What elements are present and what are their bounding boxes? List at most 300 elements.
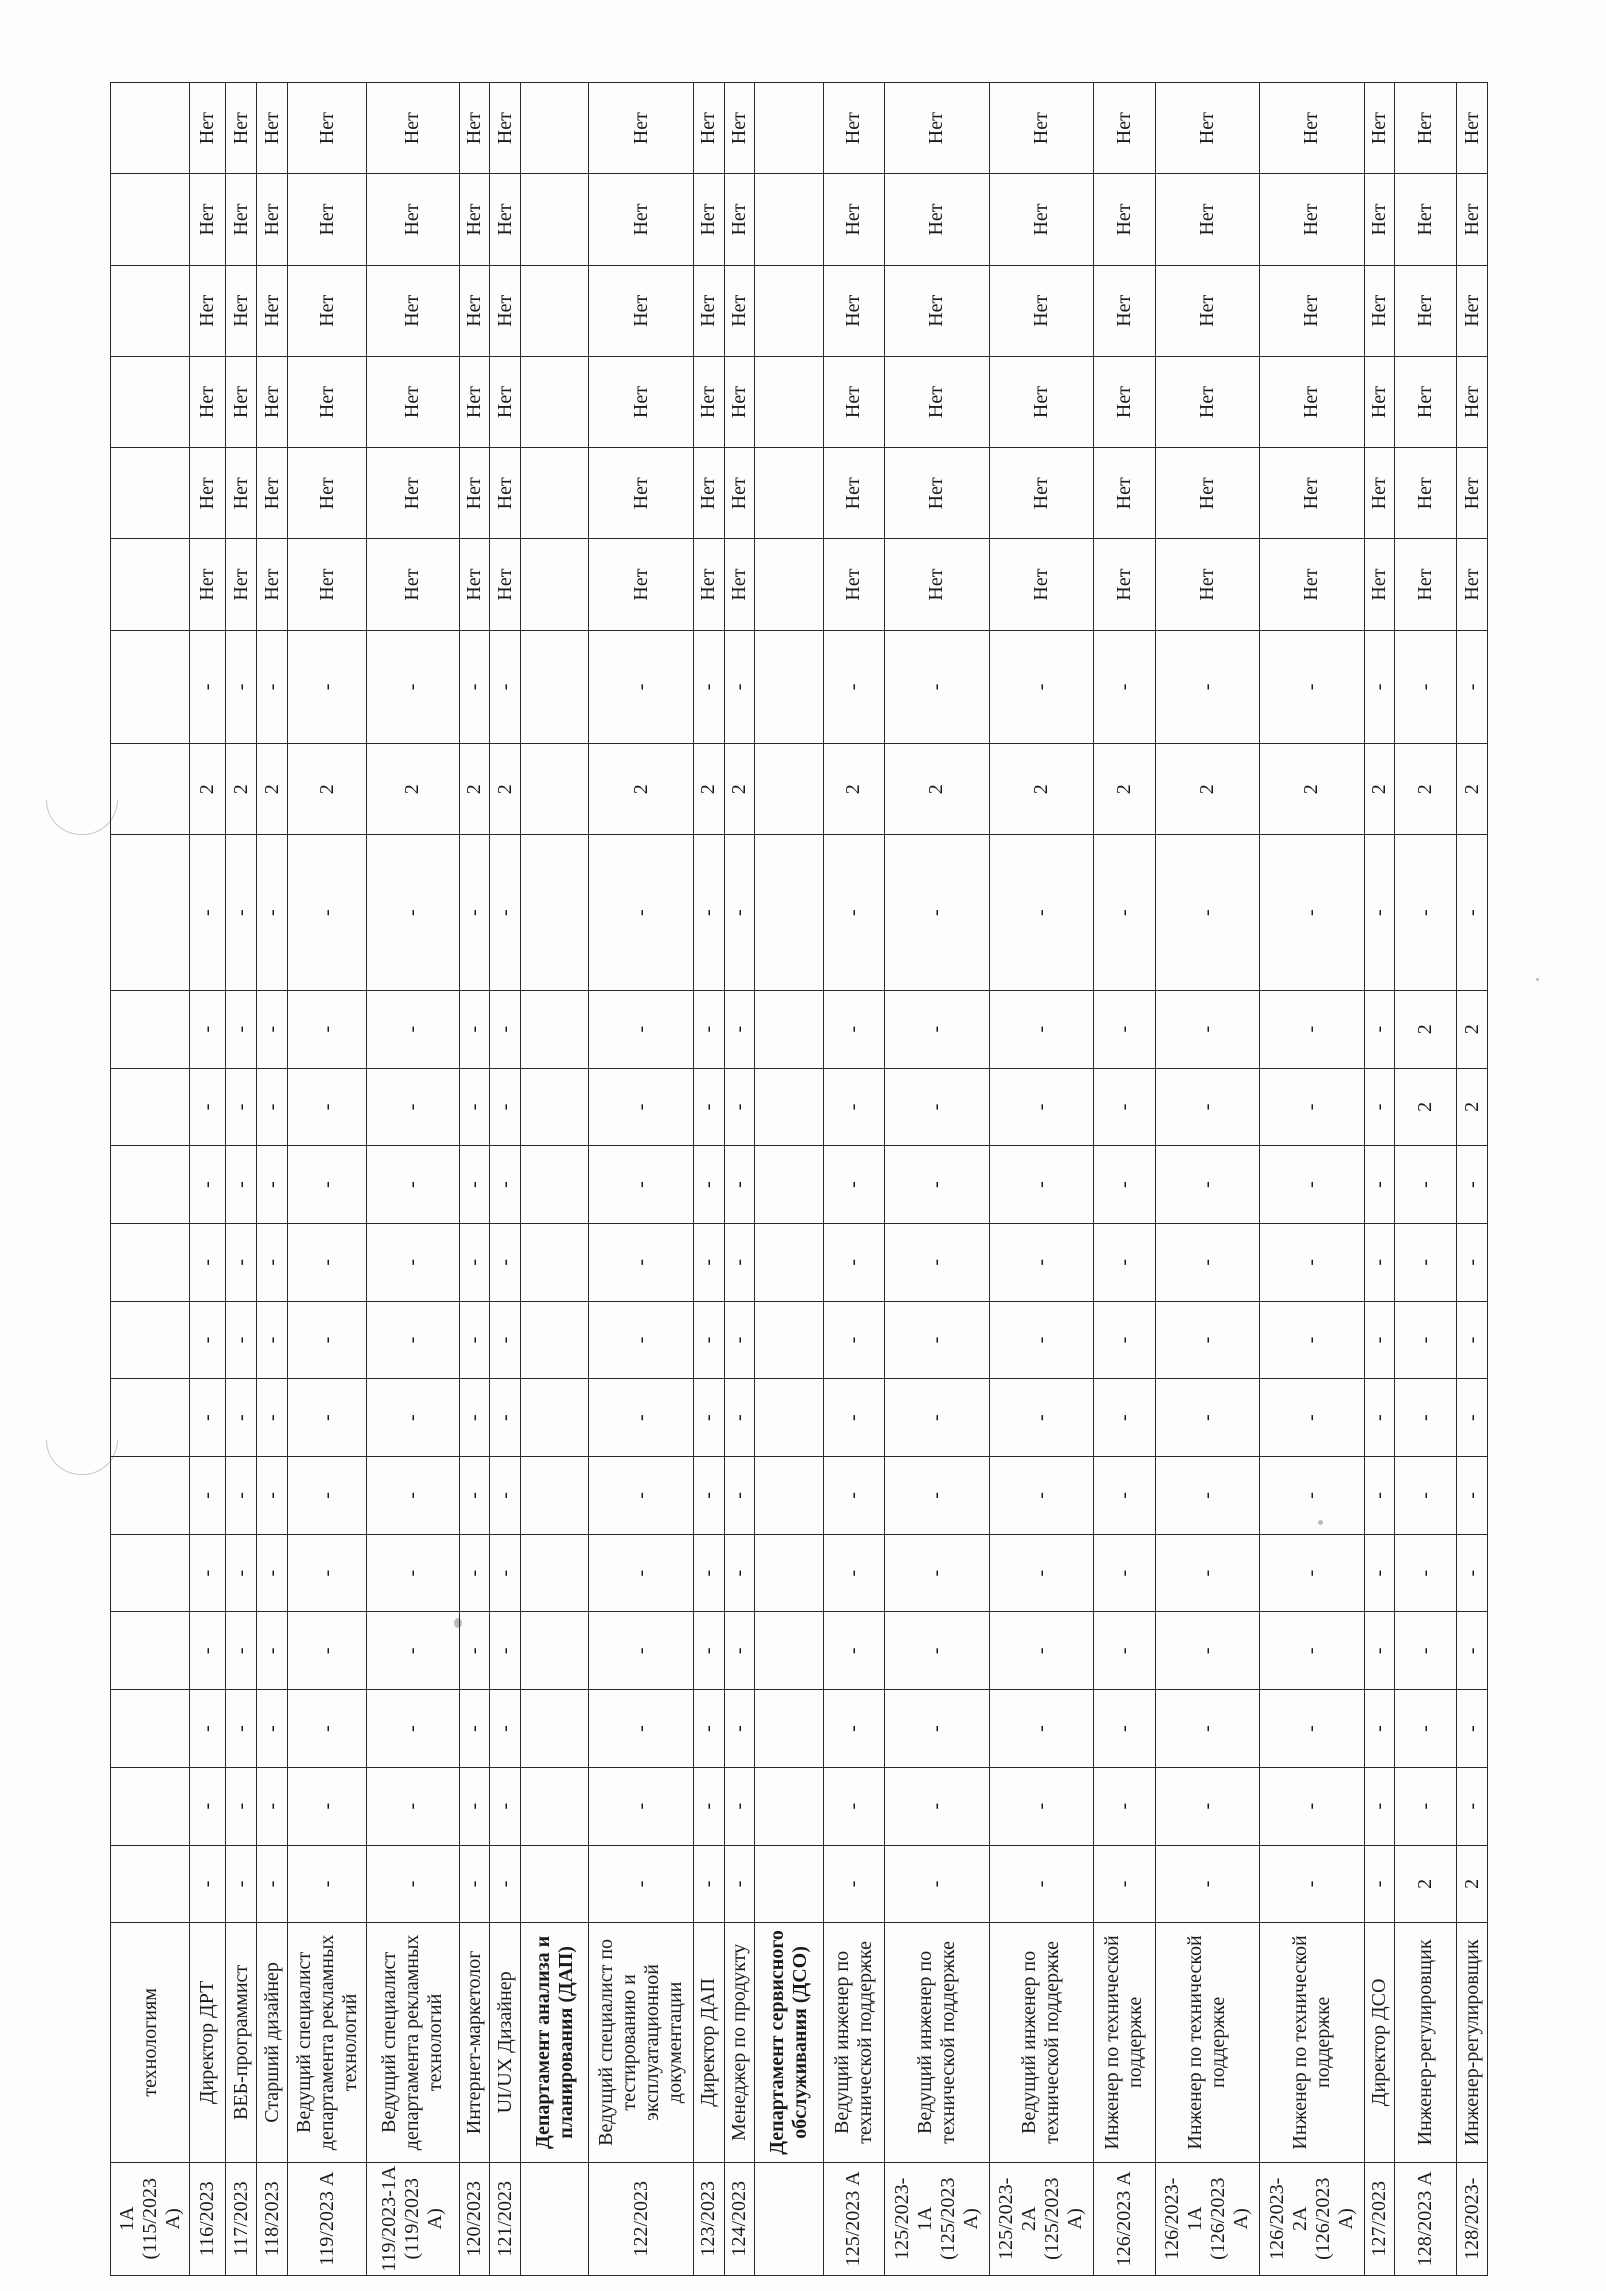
value-cell [111,1457,190,1535]
value-cell [755,83,823,174]
workplace-code-cell: 126/2023-2А (126/2023 А) [1260,2162,1364,2275]
value-cell: - [693,1146,724,1224]
value-cell: - [288,1690,367,1768]
value-cell: - [693,630,724,743]
position-name-cell: Ведущий специалист департамента рекламных технологий [367,1923,459,2162]
value-cell: Нет [1260,356,1364,447]
value-cell [755,448,823,539]
value-cell: - [823,1457,885,1535]
value-cell: - [367,835,459,990]
value-cell [755,744,823,835]
workplace-code-cell: 120/2023 [459,2162,490,2275]
value-cell: - [1260,1845,1364,1923]
table-row [693,83,724,2276]
value-cell: - [190,1612,226,1690]
value-cell [111,630,190,743]
value-cell: Нет [490,356,521,447]
value-cell: - [589,1379,693,1457]
value-cell: - [724,1690,755,1768]
value-cell: - [589,1690,693,1768]
value-cell: Нет [989,265,1093,356]
value-cell [111,990,190,1068]
value-cell [111,744,190,835]
department-header-row [755,83,823,2276]
value-cell: - [823,1379,885,1457]
value-cell: Нет [989,539,1093,630]
value-cell: Нет [1457,83,1488,174]
table-row [589,83,693,2276]
workplace-code-cell: 125/2023-1А (125/2023 А) [885,2162,989,2275]
value-cell: Нет [589,448,693,539]
value-cell: Нет [288,539,367,630]
value-cell: 2 [885,744,989,835]
value-cell: - [257,1457,288,1535]
value-cell: - [490,1068,521,1146]
value-cell: - [989,1379,1093,1457]
value-cell [755,630,823,743]
value-cell: - [885,1146,989,1224]
value-cell: - [1155,990,1259,1068]
value-cell: - [823,1767,885,1845]
value-cell: - [490,990,521,1068]
value-cell [521,1457,589,1535]
value-cell: - [226,1767,257,1845]
value-cell: Нет [989,356,1093,447]
value-cell: - [367,1534,459,1612]
value-cell: - [1457,1767,1488,1845]
value-cell: Нет [724,356,755,447]
value-cell: Нет [1364,265,1395,356]
value-cell: - [1094,990,1156,1068]
value-cell: - [693,835,724,990]
position-name-cell: Директор ДСО [1364,1923,1395,2162]
position-name-cell: Директор ДРТ [190,1923,226,2162]
workplace-assessment-table [110,82,1488,2276]
value-cell: - [1364,1379,1395,1457]
value-cell: Нет [1457,265,1488,356]
workplace-code-cell: 119/2023-1А (119/2023 А) [367,2162,459,2275]
value-cell: 2 [1094,744,1156,835]
value-cell: - [257,1767,288,1845]
value-cell: Нет [1155,174,1259,265]
table-row [1395,83,1457,2276]
workplace-code-cell: 127/2023 [1364,2162,1395,2275]
value-cell: - [257,835,288,990]
value-cell: - [367,1068,459,1146]
value-cell: Нет [823,83,885,174]
value-cell: 2 [693,744,724,835]
workplace-code-cell: 128/2023- [1457,2162,1488,2275]
value-cell: - [190,1534,226,1612]
value-cell [755,1767,823,1845]
value-cell: Нет [1457,356,1488,447]
value-cell [755,1223,823,1301]
value-cell [111,835,190,990]
value-cell: - [257,990,288,1068]
value-cell: Нет [226,356,257,447]
value-cell: - [226,1457,257,1535]
position-name-cell: Директор ДАП [693,1923,724,2162]
table-row [989,83,1093,2276]
value-cell: - [288,1301,367,1379]
value-cell: - [1457,835,1488,990]
value-cell: Нет [589,83,693,174]
value-cell: - [190,1068,226,1146]
value-cell [755,1457,823,1535]
department-header-row [521,83,589,2276]
value-cell: - [1395,1379,1457,1457]
value-cell: - [226,835,257,990]
value-cell: - [589,1845,693,1923]
value-cell: Нет [1094,448,1156,539]
value-cell: - [490,1146,521,1224]
value-cell: - [1155,1457,1259,1535]
value-cell: Нет [1457,539,1488,630]
value-cell: Нет [226,174,257,265]
value-cell: - [190,990,226,1068]
value-cell: - [1364,1534,1395,1612]
value-cell: - [724,1612,755,1690]
value-cell [521,1612,589,1690]
workplace-code-cell: 123/2023 [693,2162,724,2275]
value-cell [755,835,823,990]
value-cell: - [190,1457,226,1535]
value-cell: - [1155,1146,1259,1224]
table-row [1260,83,1364,2276]
value-cell: Нет [367,539,459,630]
value-cell: Нет [190,356,226,447]
value-cell: - [989,1767,1093,1845]
value-cell: - [1364,990,1395,1068]
value-cell: - [885,1457,989,1535]
value-cell: Нет [1364,539,1395,630]
value-cell: - [1395,1223,1457,1301]
table-row [1094,83,1156,2276]
value-cell: 2 [1395,1068,1457,1146]
value-cell: - [288,835,367,990]
value-cell: - [693,1845,724,1923]
value-cell: Нет [1260,174,1364,265]
value-cell: - [693,1223,724,1301]
value-cell [755,1301,823,1379]
value-cell: - [257,1534,288,1612]
value-cell: - [1260,1301,1364,1379]
table-row [1457,83,1488,2276]
value-cell: - [226,1068,257,1146]
value-cell: - [459,1301,490,1379]
value-cell: - [490,1457,521,1535]
value-cell: - [1155,1379,1259,1457]
value-cell: - [190,1690,226,1768]
value-cell: Нет [459,83,490,174]
value-cell [521,83,589,174]
workplace-code-cell: 119/2023 А [288,2162,367,2275]
value-cell: - [1155,1690,1259,1768]
value-cell: - [823,1612,885,1690]
value-cell: - [1457,1379,1488,1457]
value-cell: - [1395,835,1457,990]
value-cell [111,1068,190,1146]
table-row [288,83,367,2276]
value-cell: Нет [693,83,724,174]
value-cell: - [1364,1690,1395,1768]
value-cell: Нет [1260,448,1364,539]
value-cell: Нет [257,83,288,174]
value-cell: - [226,1301,257,1379]
value-cell [755,1845,823,1923]
workplace-code-cell: 125/2023-2А (125/2023 А) [989,2162,1093,2275]
value-cell: - [367,630,459,743]
value-cell [111,1223,190,1301]
value-cell: 2 [1260,744,1364,835]
value-cell [755,174,823,265]
value-cell: - [1155,1223,1259,1301]
value-cell: Нет [1395,83,1457,174]
value-cell: - [724,1146,755,1224]
value-cell [521,1534,589,1612]
value-cell [755,1534,823,1612]
value-cell [111,1146,190,1224]
value-cell: Нет [490,83,521,174]
value-cell: 2 [1457,1845,1488,1923]
value-cell: Нет [1155,448,1259,539]
value-cell: - [989,1457,1093,1535]
value-cell: - [589,1223,693,1301]
value-cell: - [589,1534,693,1612]
value-cell [111,356,190,447]
value-cell [755,265,823,356]
value-cell [111,539,190,630]
value-cell: Нет [1155,356,1259,447]
value-cell: - [1364,1612,1395,1690]
value-cell: - [693,1068,724,1146]
value-cell: - [190,1767,226,1845]
value-cell: Нет [459,265,490,356]
value-cell: Нет [693,356,724,447]
position-name-cell: Ведущий специалист по тестированию и эксплуатационной документации [589,1923,693,2162]
value-cell: Нет [1094,265,1156,356]
value-cell [521,174,589,265]
value-cell: - [459,835,490,990]
workplace-code-cell: 1А (115/2023 А) [111,2162,190,2275]
value-cell: - [1364,1223,1395,1301]
value-cell: 2 [589,744,693,835]
value-cell: - [1260,1534,1364,1612]
value-cell: - [257,1301,288,1379]
value-cell: Нет [367,265,459,356]
value-cell: Нет [885,174,989,265]
value-cell: Нет [226,539,257,630]
table-row [190,83,226,2276]
value-cell [111,1767,190,1845]
position-name-cell: Ведущий инженер по технической поддержке [989,1923,1093,2162]
value-cell: - [257,1690,288,1768]
value-cell: - [989,1612,1093,1690]
value-cell [521,835,589,990]
value-cell: Нет [459,448,490,539]
value-cell: 2 [724,744,755,835]
value-cell: - [257,1845,288,1923]
value-cell: - [257,1223,288,1301]
value-cell: Нет [1260,265,1364,356]
value-cell: Нет [190,265,226,356]
value-cell [755,1146,823,1224]
value-cell: 2 [1155,744,1259,835]
value-cell: 2 [459,744,490,835]
value-cell: Нет [367,356,459,447]
value-cell: - [1260,1690,1364,1768]
position-name-cell: ВЕБ-программист [226,1923,257,2162]
value-cell: - [226,1223,257,1301]
value-cell: Нет [823,539,885,630]
value-cell: - [226,1845,257,1923]
workplace-code-cell: 122/2023 [589,2162,693,2275]
value-cell: - [1094,1690,1156,1768]
value-cell: Нет [226,83,257,174]
value-cell: 2 [989,744,1093,835]
value-cell: - [1364,835,1395,990]
value-cell: - [257,1146,288,1224]
value-cell: - [490,1612,521,1690]
value-cell: Нет [1260,539,1364,630]
value-cell: - [226,1379,257,1457]
value-cell: - [1260,1767,1364,1845]
value-cell: 2 [1457,744,1488,835]
value-cell: - [693,1301,724,1379]
value-cell: Нет [257,448,288,539]
value-cell: - [724,1457,755,1535]
position-name-cell: технологиям [111,1923,190,2162]
value-cell: Нет [226,265,257,356]
position-name-cell: Ведущий специалист департамента рекламных технологий [288,1923,367,2162]
punch-hole-mark [46,800,118,835]
value-cell: Нет [1155,83,1259,174]
value-cell: Нет [1155,265,1259,356]
workplace-code-cell: 124/2023 [724,2162,755,2275]
value-cell: Нет [589,174,693,265]
value-cell: - [257,1612,288,1690]
value-cell: - [1260,835,1364,990]
value-cell: - [989,835,1093,990]
value-cell: - [885,1301,989,1379]
value-cell [111,448,190,539]
value-cell: Нет [693,265,724,356]
value-cell: - [288,1534,367,1612]
value-cell [755,1379,823,1457]
value-cell: - [190,1379,226,1457]
value-cell: Нет [367,83,459,174]
value-cell: - [459,630,490,743]
value-cell: - [1094,1068,1156,1146]
value-cell: Нет [490,539,521,630]
table-row [1155,83,1259,2276]
value-cell: - [724,835,755,990]
value-cell: Нет [823,265,885,356]
value-cell: - [1155,1068,1259,1146]
value-cell: Нет [190,539,226,630]
value-cell: Нет [724,265,755,356]
scan-speck [1536,978,1539,981]
workplace-code-cell: 125/2023 А [823,2162,885,2275]
value-cell: - [367,1301,459,1379]
department-name-cell: Департамент анализа и планирования (ДАП) [521,1923,589,2162]
value-cell: - [459,1223,490,1301]
value-cell: 2 [190,744,226,835]
value-cell: - [1364,1068,1395,1146]
value-cell: Нет [1094,539,1156,630]
value-cell [521,1690,589,1768]
value-cell: - [288,1068,367,1146]
value-cell: - [459,1457,490,1535]
value-cell: - [190,835,226,990]
value-cell [111,1379,190,1457]
value-cell: Нет [1395,539,1457,630]
value-cell: - [823,630,885,743]
value-cell: - [693,1690,724,1768]
value-cell: Нет [1260,83,1364,174]
value-cell: - [885,1534,989,1612]
value-cell: - [989,990,1093,1068]
value-cell [111,174,190,265]
value-cell: - [589,990,693,1068]
value-cell: - [989,1845,1093,1923]
value-cell: Нет [1395,356,1457,447]
value-cell: Нет [989,83,1093,174]
value-cell [755,1690,823,1768]
value-cell: - [1260,990,1364,1068]
value-cell: Нет [823,356,885,447]
value-cell: Нет [989,174,1093,265]
value-cell: - [1094,630,1156,743]
value-cell: Нет [724,83,755,174]
value-cell: Нет [490,174,521,265]
position-name-cell: Инженер-регулировщик [1395,1923,1457,2162]
value-cell: - [1395,1612,1457,1690]
value-cell: - [490,1767,521,1845]
value-cell: - [724,1534,755,1612]
value-cell: Нет [257,174,288,265]
value-cell: - [1260,1612,1364,1690]
value-cell: - [1260,1068,1364,1146]
value-cell: - [724,1767,755,1845]
value-cell: - [823,1690,885,1768]
value-cell: Нет [257,356,288,447]
value-cell: - [693,1612,724,1690]
value-cell: - [693,1379,724,1457]
value-cell: Нет [1364,174,1395,265]
value-cell: - [989,1146,1093,1224]
position-name-cell: Инженер-регулировщик [1457,1923,1488,2162]
value-cell: - [1094,1612,1156,1690]
value-cell: Нет [288,356,367,447]
value-cell: - [490,1223,521,1301]
table-row [885,83,989,2276]
value-cell: - [1094,1223,1156,1301]
value-cell: - [724,1845,755,1923]
value-cell: Нет [885,356,989,447]
table-row [823,83,885,2276]
value-cell: 2 [367,744,459,835]
value-cell: - [1094,1845,1156,1923]
value-cell: Нет [1094,356,1156,447]
value-cell: - [823,835,885,990]
value-cell: - [1364,1146,1395,1224]
value-cell: - [1155,1534,1259,1612]
value-cell: Нет [1094,174,1156,265]
value-cell: 2 [257,744,288,835]
value-cell [521,1068,589,1146]
value-cell: Нет [589,356,693,447]
